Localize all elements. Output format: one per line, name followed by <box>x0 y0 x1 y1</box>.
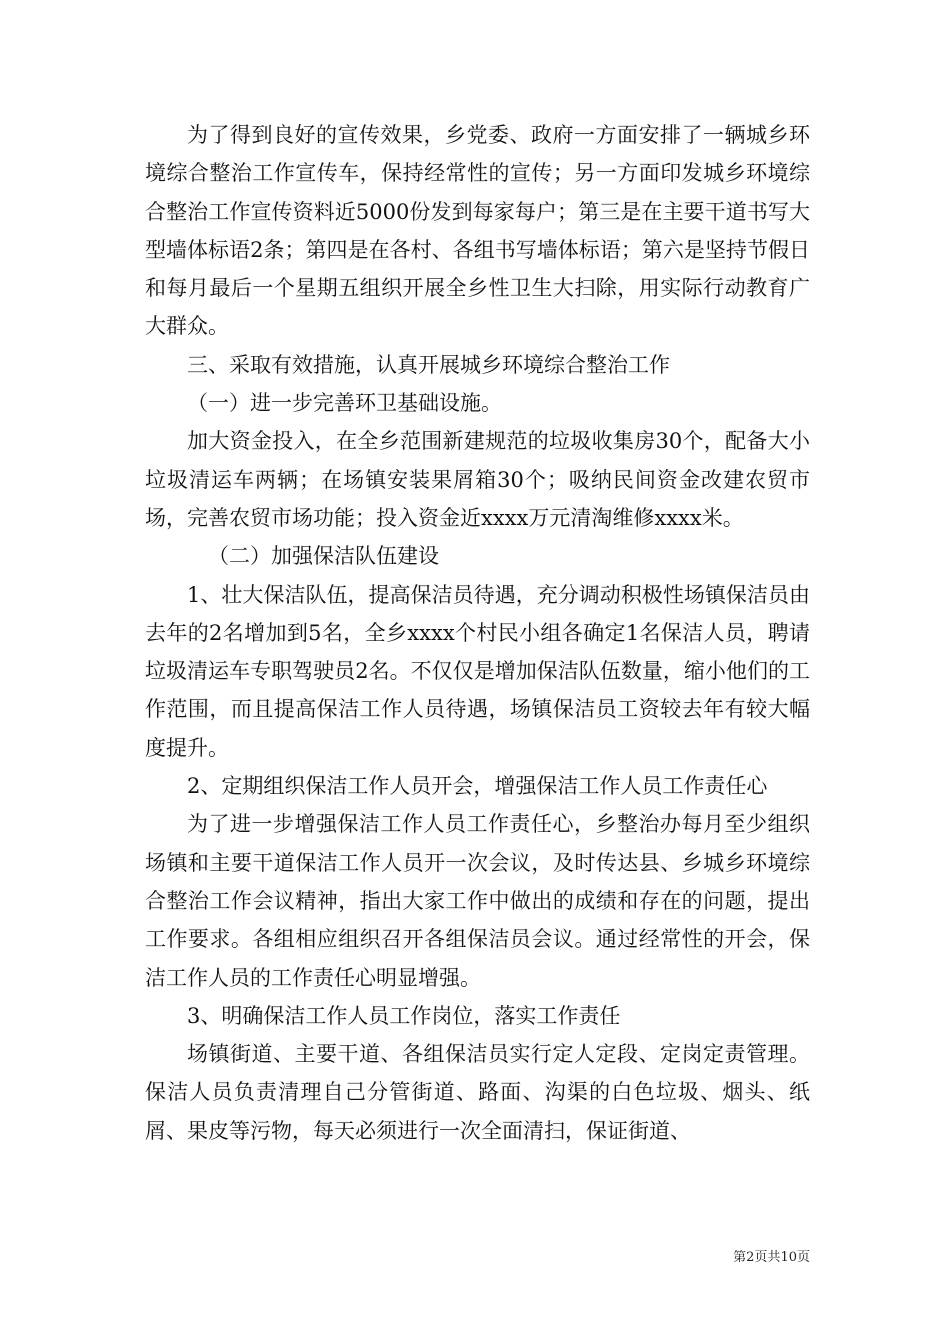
section-heading-3: 三、采取有效措施，认真开展城乡环境综合整治工作 <box>187 352 670 377</box>
subsection-heading-1: （一）进一步完善环卫基础设施。 <box>187 391 502 416</box>
paragraph-facilities: 加大资金投入，在全乡范围新建规范的垃圾收集房30个，配备大小垃圾清运车两辆；在场镇安装果屑箱30个；吸纳民间资金改建农贸市场，完善农贸市场功能；投入资金近xxxx万元清淘维修xxxx米。 <box>145 429 810 530</box>
paragraph-meetings: 为了进一步增强保洁工作人员工作责任心，乡整治办每月至少组织场镇和主要干道保洁工作人员开一次会议，及时传达县、乡城乡环境综合整治工作会议精神，指出大家工作中做出的成绩和存在的问题，提出工作要求。各组相应组织召开各组保洁员会议。通过经常性的开会，保洁工作人员的工作责任心明显增强。 <box>145 812 810 990</box>
page-number-footer: 第2页共10页 <box>733 1250 810 1265</box>
subsection-heading-2: （二）加强保洁队伍建设 <box>208 544 439 569</box>
paragraph-item-1: 1、壮大保洁队伍，提高保洁员待遇，充分调动积极性场镇保洁员由去年的2名增加到5名，全乡xxxx个村民小组各确定1名保洁人员，聘请垃圾清运车专职驾驶员2名。不仅仅是增加保洁队伍数量，缩小他们的工作范围，而且提高保洁工作人员待遇，场镇保洁员工资较去年有较大幅度提升。 <box>145 582 810 760</box>
paragraph-publicity: 为了得到良好的宣传效果，乡党委、政府一方面安排了一辆城乡环境综合整治工作宣传车，保持经常性的宣传；另一方面印发城乡环境综合整治工作宣传资料近5000份发到每家每户；第三是在主要干道书写大型墙体标语2条；第四是在各村、各组书写墙体标语；第六是坚持节假日和每月最后一个星期五组织开展全乡性卫生大扫除，用实际行动教育广大群众。 <box>145 123 810 339</box>
paragraph-item-3: 3、明确保洁工作人员工作岗位，落实工作责任 <box>187 1003 621 1028</box>
paragraph-item-2: 2、定期组织保洁工作人员开会，增强保洁工作人员工作责任心 <box>187 774 768 799</box>
document-body <box>145 116 810 1150</box>
paragraph-responsibility: 场镇街道、主要干道、各组保洁员实行定人定段、定岗定责管理。保洁人员负责清理自己分管街道、路面、沟渠的白色垃圾、烟头、纸屑、果皮等污物，每天必须进行一次全面清扫，保证街道、 <box>145 1042 810 1143</box>
